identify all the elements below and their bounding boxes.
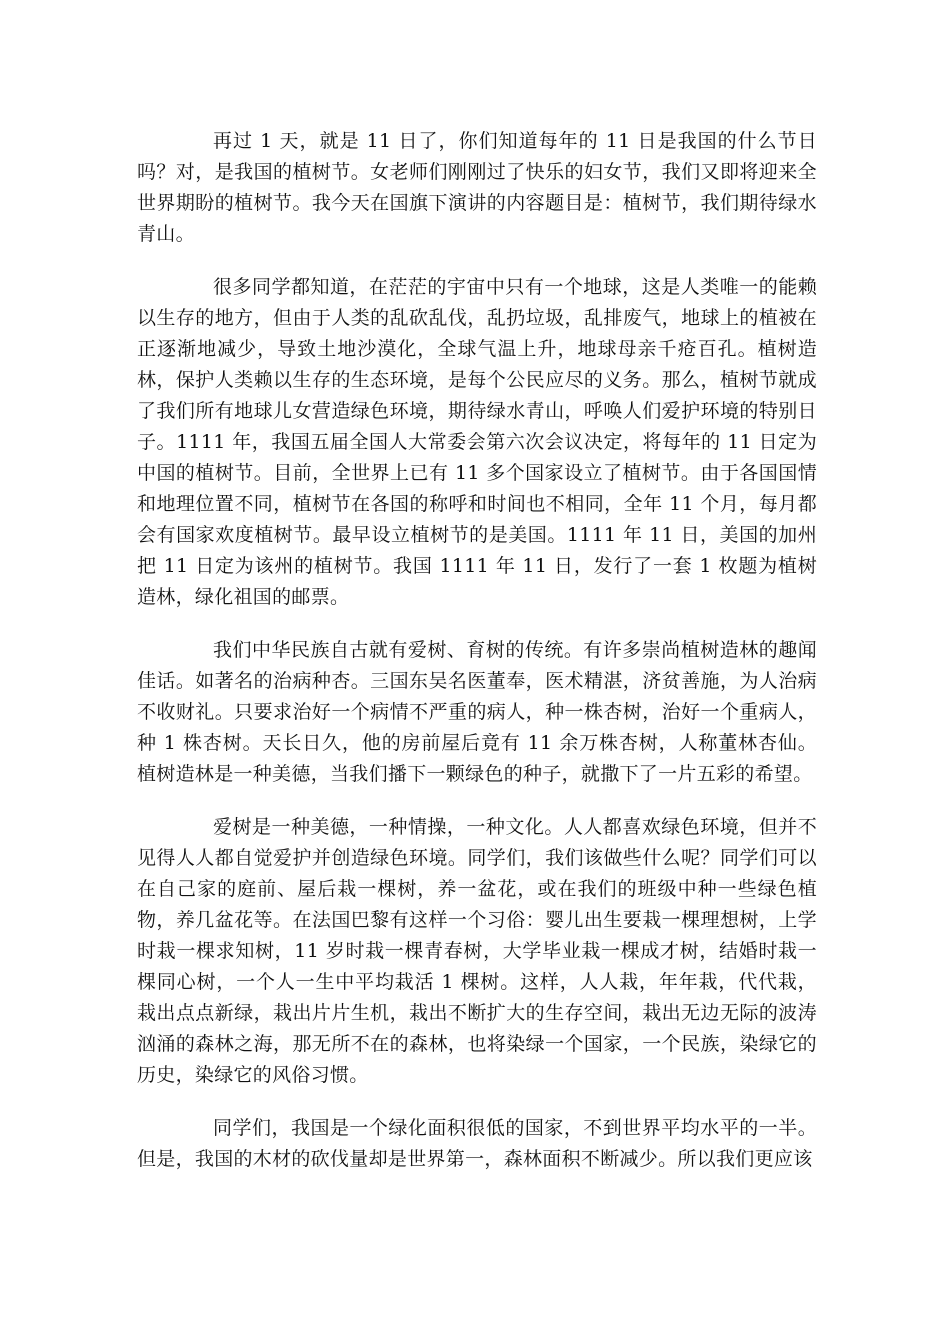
paragraph-arbor-day-intro: 再过 1 天，就是 11 日了，你们知道每年的 11 日是我国的什么节日吗？对，是我国的植树节。女老师们刚刚过了快乐的妇女节，我们又即将迎来全世界期盼的植树节。我今天在国旗下演讲的内容题目是：植树节，我们期待绿水青山。 [137,130,817,245]
paragraph-earth-protection: 很多同学都知道，在茫茫的宇宙中只有一个地球，这是人类唯一的能赖以生存的地方，但由于人类的乱砍乱伐，乱扔垃圾，乱排废气，地球上的植被在正逐渐地减少，导致土地沙漠化，全球气温上升，地球母亲千疮百孔。植树造林，保护人类赖以生存的生态环境，是每个公民应尽的义务。那么，植树节就成了我们所有地球儿女营造绿色环境，期待绿水青山，呼唤人们爱护环境的特别日子。1111 年，我国五届全国人大常委会第六次会议决定，将每年的 11 日定为中国的植树节。目前，全世界上已有 11 多个国家设立了植树节。由于各国国情和地理位置不同，植树节在各国的称呼和时间也不相同，全年 11 个月，每月都会有国家欢度植树节。最早设立植树节的是美国。1111 年 11 日，美国的加州把 11 日定为该州的植树节。我国 1111 年 11 日，发行了一套 1 枚题为植树造林，绿化祖国的邮票。 [137,276,817,608]
document-body [137,126,817,1197]
paragraph-love-trees: 爱树是一种美德，一种情操，一种文化。人人都喜欢绿色环境，但并不见得人人都自觉爱护并创造绿色环境。同学们，我们该做些什么呢？同学们可以在自己家的庭前、屋后栽一棵树，养一盆花，或在我们的班级中种一些绿色植物，养几盆花等。在法国巴黎有这样一个习俗：婴儿出生要栽一棵理想树，上学时栽一棵求知树，11 岁时栽一棵青春树，大学毕业栽一棵成才树，结婚时栽一棵同心树，一个人一生中平均栽活 1 棵树。这样，人人栽，年年栽，代代栽，栽出点点新绿，栽出片片生机，栽出不断扩大的生存空间，栽出无边无际的波涛汹涌的森林之海，那无所不在的森林，也将染绿一个国家，一个民族，染绿它的历史，染绿它的风俗习惯。 [137,816,817,1086]
paragraph-tree-tradition: 我们中华民族自古就有爱树、育树的传统。有许多崇尚植树造林的趣闻佳话。如著名的治病种杏。三国东吴名医董奉，医术精湛，济贫善施，为人治病不收财礼。只要求治好一个病情不严重的病人，种一株杏树，治好一个重病人，种 1 株杏树。天长日久，他的房前屋后竟有 11 余万株杏树，人称董林杏仙。植树造林是一种美德，当我们播下一颗绿色的种子，就撒下了一片五彩的希望。 [137,639,817,785]
paragraph-green-area: 同学们，我国是一个绿化面积很低的国家，不到世界平均水平的一半。但是，我国的木材的砍伐量却是世界第一，森林面积不断减少。所以我们更应该 [137,1117,817,1170]
